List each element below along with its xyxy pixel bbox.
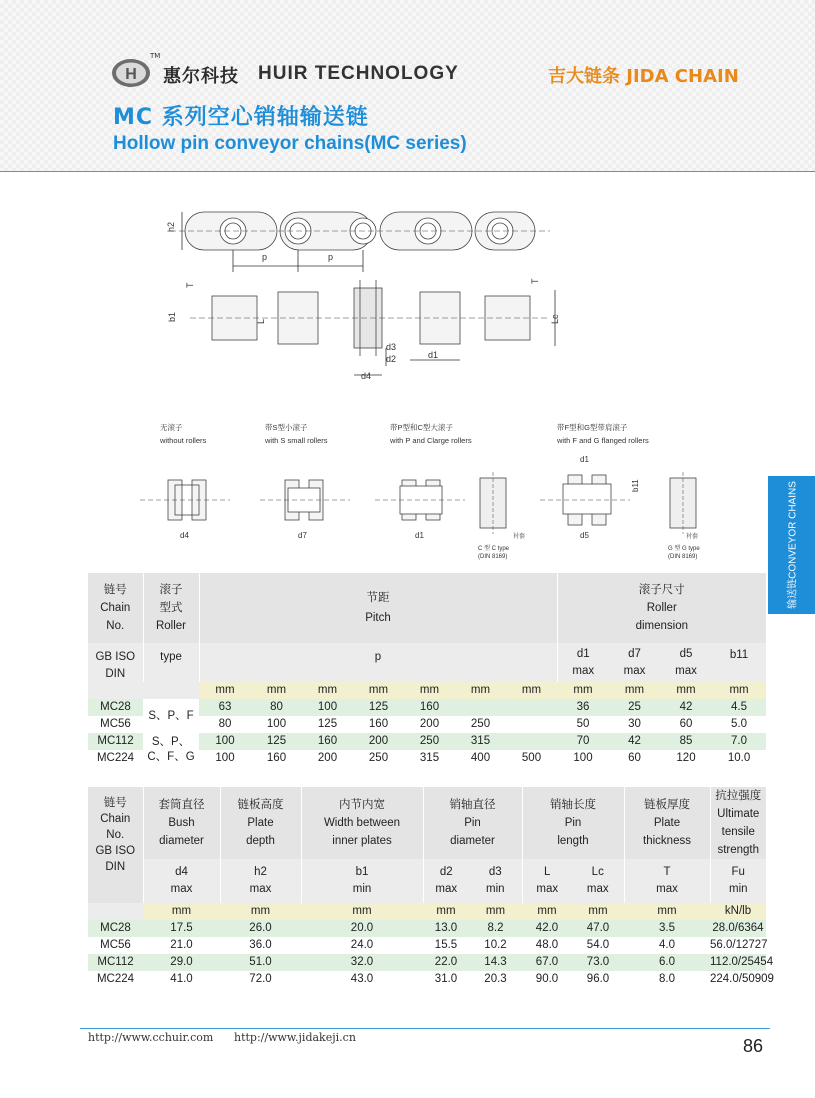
text-line: min [352, 883, 372, 895]
table1-roller-header [143, 573, 199, 643]
table-cell: 26.0 [249, 922, 272, 934]
unit-cell: mm [522, 903, 572, 920]
text-line: diameter [159, 835, 204, 847]
table-cell: 6.0 [659, 956, 675, 968]
text-line: GB ISO [95, 651, 136, 663]
table-cell [624, 787, 710, 859]
text-line: b1 [355, 866, 369, 878]
table-cell: 8.2 [487, 922, 504, 934]
table-cell: 3.5 [659, 922, 675, 934]
table-cell: 48.0 [535, 939, 559, 951]
table-cell: 70 [576, 735, 590, 747]
table-cell [301, 787, 423, 859]
table1-chain-header [88, 573, 143, 643]
table-cell: 42 [679, 701, 693, 713]
dim-T-left: T [185, 282, 195, 288]
text-line: min [728, 883, 748, 895]
unit-cell: mm [353, 682, 404, 699]
text-line: No. [106, 620, 125, 632]
table-cell: 160 [266, 752, 287, 764]
table-cell: 32.0 [350, 956, 374, 968]
dim-b11: b11 [631, 479, 640, 492]
table-cell: 500 [521, 752, 542, 764]
table-cell: 21.0 [170, 939, 193, 951]
table-cell: 28.0/6364 [712, 922, 764, 934]
table-cell: 10.2 [484, 939, 507, 951]
variant-4-cn: 带F型和G型带肩滚子 [557, 423, 628, 432]
text-line: max [249, 883, 272, 895]
table-cell [143, 682, 199, 699]
text-line: Plate [247, 817, 274, 829]
text-line: Roller [155, 620, 187, 632]
variant-1-cn: 无滚子 [160, 423, 183, 432]
table-cell: 56.0/12727 [710, 939, 768, 951]
text-line: 链号 [103, 584, 127, 596]
table1-pitch-header [199, 573, 557, 643]
text-line: max [170, 883, 193, 895]
header-divider [0, 171, 815, 172]
table-cell: 96.0 [586, 973, 610, 985]
table-cell: 42 [628, 735, 641, 747]
text-line: 内节内宽 [339, 799, 385, 811]
table-cell: 51.0 [249, 956, 272, 968]
sleeve-label-1: 衬套 [513, 534, 526, 540]
table-cell: 120 [676, 752, 696, 764]
text-line: 滚子 [159, 584, 183, 596]
brand-name-en: HUIR TECHNOLOGY [258, 63, 459, 84]
table-cell: MC224 [96, 752, 135, 764]
table-cell: 63 [218, 701, 232, 713]
table-cell: 36.0 [249, 939, 272, 951]
table-row [88, 954, 766, 971]
table-cell: MC56 [100, 939, 131, 951]
table-cell [423, 787, 522, 859]
text-line: 链号 [103, 797, 127, 809]
table-cell: 43.0 [350, 973, 374, 985]
variant-3-cn: 带P型和C型大滚子 [390, 423, 453, 432]
text-line: d3 [488, 866, 502, 878]
table-cell: 4.5 [731, 701, 748, 713]
text-line: d2 [439, 866, 453, 878]
table-cell: 60 [679, 718, 693, 730]
unit-cell: mm [251, 682, 302, 699]
table1-p-header: p [199, 643, 557, 682]
table1-symbol-row [88, 643, 766, 682]
table1-units-row [88, 682, 766, 699]
table-cell: 8.0 [659, 973, 675, 985]
text-line: Ultimate [717, 808, 760, 820]
text-line: Pin [464, 817, 481, 829]
table-cell: 90.0 [535, 973, 559, 985]
table-cell [423, 859, 469, 903]
table1-std-header [88, 643, 143, 699]
g-type-din: (DIN 8169) [668, 554, 698, 560]
c-type-label: C 型 C type [478, 546, 510, 552]
table-cell: 160 [368, 718, 389, 730]
variant-1-dim: d4 [180, 531, 189, 540]
text-line: depth [246, 835, 275, 847]
table-cell [143, 733, 199, 767]
table1-roller-dim-header [557, 573, 766, 643]
text-line: Lc [591, 866, 604, 878]
text-line: b11 [729, 649, 749, 661]
unit-cell: mm [404, 682, 455, 699]
unit-cell: mm [423, 903, 469, 920]
table-cell: 100 [317, 701, 338, 713]
table-cell [710, 787, 766, 859]
table-cell: MC28 [100, 922, 131, 934]
text-line: Bush [168, 817, 195, 829]
svg-text:H: H [125, 66, 137, 83]
text-line: 套筒直径 [158, 799, 205, 811]
dim-p-2: p [328, 252, 334, 262]
unit-cell: mm [609, 682, 660, 699]
variant-2-dim: d7 [298, 531, 307, 540]
table-cell: 72.0 [249, 973, 272, 985]
text-line: h2 [254, 866, 267, 878]
dimension-table [88, 787, 774, 988]
text-line: thickness [643, 835, 691, 847]
table-cell [301, 859, 423, 903]
text-line: max [623, 664, 646, 677]
table-cell: 7.0 [731, 735, 748, 747]
unit-cell: mm [557, 682, 609, 699]
chain-side-view [170, 212, 550, 250]
unit-cell: mm [572, 903, 624, 920]
table-cell: 42.0 [535, 922, 559, 934]
table-cell: 30 [628, 718, 641, 730]
text-line: max [536, 883, 559, 895]
table-cell: 80 [218, 718, 232, 730]
table-cell: 36 [576, 701, 590, 713]
table-cell: 160 [317, 735, 338, 747]
dim-L: L [256, 318, 266, 324]
table-cell [143, 859, 220, 903]
jida-chain-brand: 吉大链条 JIDA CHAIN [548, 66, 739, 87]
unit-cell: mm [506, 682, 557, 699]
table1-d5-header [660, 643, 712, 682]
text-line: 节距 [366, 592, 390, 604]
table-cell: 20.0 [350, 922, 374, 934]
page-number: 86 [743, 1036, 764, 1056]
table-cell: 80 [270, 701, 283, 713]
text-line: d7 [628, 647, 641, 660]
footer-divider [80, 1028, 770, 1029]
table-cell: 47.0 [586, 922, 610, 934]
text-line: 销轴长度 [550, 799, 596, 811]
text-line: max [572, 664, 595, 677]
table-cell: 60 [628, 752, 641, 764]
table-cell: 85 [679, 735, 693, 747]
table-cell [710, 859, 766, 903]
table-cell: 100 [266, 718, 287, 730]
table-cell: 20.3 [484, 973, 507, 985]
table2-header-row [88, 787, 766, 859]
text-line: Fu [731, 866, 745, 878]
table-cell: 73.0 [586, 956, 610, 968]
table-cell [624, 859, 710, 903]
variant-4-dim: d5 [580, 531, 589, 540]
table-cell: 200 [419, 718, 440, 730]
text-line: tensile strength [717, 826, 760, 856]
text-line: DIN [105, 861, 126, 873]
pitch-roller-table [88, 573, 766, 767]
text-line: Pin [564, 817, 582, 829]
table-cell: 29.0 [170, 956, 193, 968]
table-cell: 17.5 [170, 922, 193, 934]
side-tab-label: 输送链CONVEYOR CHAINS [787, 481, 799, 609]
table-cell [469, 859, 522, 903]
table-cell: 200 [317, 752, 338, 764]
table-cell: 315 [419, 752, 440, 764]
text-line: 链板高度 [237, 799, 284, 811]
table-cell [506, 699, 557, 716]
table-row [88, 971, 766, 988]
text-line: 链板厚度 [644, 799, 690, 811]
dim-h2: h2 [166, 221, 176, 232]
text-line: Pitch [365, 612, 391, 624]
dim-T-right: T [530, 278, 540, 284]
unit-cell: mm [220, 903, 301, 920]
table-cell: MC56 [100, 718, 131, 730]
text-line: GB ISO [95, 845, 136, 857]
text-line: S、P、 [151, 736, 191, 748]
text-line: inner plates [332, 835, 392, 847]
dim-b1: b1 [167, 311, 177, 322]
text-line: Chain [100, 813, 131, 825]
text-line: diameter [450, 835, 495, 847]
table2-units-row [88, 903, 766, 920]
table-cell: 100 [215, 752, 235, 764]
dim-p-1: p [262, 252, 268, 262]
g-type-label: G 型 G type [668, 546, 700, 552]
trademark-mark: TM [150, 52, 161, 60]
table1-type-header: type [143, 643, 199, 682]
brand-name-cn: 惠尔科技 [163, 66, 239, 87]
text-line: max [675, 664, 697, 677]
text-line: Roller [646, 602, 677, 614]
dim-d2: d2 [386, 354, 397, 364]
variant-1-en: without rollers [160, 436, 207, 445]
text-line: L [544, 866, 551, 878]
text-line: 型式 [159, 602, 183, 614]
text-line: length [557, 835, 589, 847]
table-cell [506, 716, 557, 733]
table-cell: 31.0 [434, 973, 458, 985]
dim-d3: d3 [386, 342, 397, 352]
table2-symbol-row [88, 859, 766, 903]
section-side-tab [768, 476, 815, 614]
table-cell: 41.0 [170, 973, 193, 985]
unit-cell: mm [455, 682, 506, 699]
text-line: 滚子尺寸 [638, 584, 685, 596]
table-cell [220, 787, 301, 859]
table-cell [522, 859, 572, 903]
footer-link-cchuir[interactable]: http://www.cchuir.com [88, 1031, 214, 1044]
variant-4-en: with F and G flanged rollers [557, 436, 649, 445]
table-cell: 200 [368, 735, 389, 747]
table1-b11-header [712, 643, 766, 682]
text-line: dimension [635, 620, 688, 632]
table-cell: 13.0 [434, 922, 458, 934]
variant-4-d1: d1 [580, 455, 589, 464]
text-line: d5 [679, 647, 693, 660]
table-cell: 250 [419, 735, 440, 747]
unit-cell: mm [624, 903, 710, 920]
text-line: C、F、G [147, 751, 195, 763]
unit-cell: mm [199, 682, 251, 699]
text-line: No. [106, 829, 125, 841]
table-cell: 100 [573, 752, 593, 764]
table-cell [220, 859, 301, 903]
unit-cell: mm [660, 682, 712, 699]
unit-cell: mm [469, 903, 522, 920]
text-line: Plate [653, 817, 681, 829]
chain-technical-drawing [130, 200, 700, 590]
table-cell: 224.0/50909 [710, 973, 774, 985]
text-line: 抗拉强度 [715, 790, 762, 802]
table-cell: 125 [266, 735, 287, 747]
table-cell: 10.0 [727, 752, 751, 764]
text-line: max [586, 883, 609, 895]
table1-header-row [88, 573, 766, 643]
table1-d1-header [557, 643, 609, 682]
table-cell: 315 [470, 735, 491, 747]
table-cell: 15.5 [434, 939, 458, 951]
unit-cell: mm [143, 903, 220, 920]
table-cell: 22.0 [434, 956, 458, 968]
table-cell [522, 787, 624, 859]
table-cell [572, 859, 624, 903]
text-line: DIN [105, 668, 126, 680]
text-line: Chain [100, 602, 131, 614]
text-line: 销轴直径 [449, 799, 496, 811]
table-cell: S、P、F [143, 699, 199, 733]
text-line: Width between [323, 817, 401, 829]
table-row [88, 920, 766, 937]
c-type-din: (DIN 8169) [478, 554, 508, 560]
unit-cell: mm [301, 903, 423, 920]
table-cell: MC112 [97, 956, 134, 968]
footer-link-jidakeji[interactable]: http://www.jidakeji.cn [234, 1031, 356, 1044]
table-cell: 4.0 [659, 939, 675, 951]
table-cell: 100 [215, 735, 235, 747]
table-cell: 54.0 [586, 939, 610, 951]
table-cell: 125 [317, 718, 338, 730]
table2-chain-header [88, 787, 143, 903]
table-cell: 250 [368, 752, 389, 764]
variant-2-en: with S small rollers [265, 436, 328, 445]
table1-d7-header [609, 643, 660, 682]
unit-cell: kN/lb [710, 903, 766, 920]
chain-top-view [190, 280, 550, 356]
table-cell: 5.0 [731, 718, 748, 730]
table-cell: MC224 [96, 973, 135, 985]
table-cell: 125 [368, 701, 389, 713]
table-cell [88, 903, 143, 920]
sleeve-label-2: 衬套 [685, 534, 698, 540]
variant-3-dim: d1 [415, 531, 424, 540]
table-cell [143, 787, 220, 859]
huir-logo-icon [111, 58, 151, 88]
table-row [88, 733, 766, 750]
table-cell: 67.0 [535, 956, 559, 968]
text-line: max [435, 883, 458, 895]
table-cell: 250 [470, 718, 491, 730]
table-cell: 24.0 [350, 939, 374, 951]
table-cell [455, 699, 506, 716]
unit-cell: mm [712, 682, 766, 699]
page-title-en: Hollow pin conveyor chains(MC series) [113, 133, 467, 154]
variant-2-cn: 带S型小滚子 [265, 423, 308, 432]
variant-sketches [140, 472, 696, 534]
table-cell: MC28 [100, 701, 131, 713]
table-cell: 14.3 [484, 956, 507, 968]
unit-cell: mm [302, 682, 353, 699]
text-line: T [663, 866, 671, 878]
dim-d4: d4 [361, 371, 372, 381]
table-cell: MC112 [97, 735, 134, 747]
text-line: d4 [175, 866, 188, 878]
table-cell: 400 [470, 752, 491, 764]
table-cell: 25 [628, 701, 641, 713]
table-cell: 160 [419, 701, 440, 713]
page-title-cn: MC 系列空心销轴输送链 [113, 105, 369, 130]
table-cell: 112.0/25454 [710, 956, 774, 968]
table-row [88, 937, 766, 954]
text-line: min [485, 883, 505, 895]
text-line: d1 [576, 647, 590, 660]
text-line: max [656, 883, 678, 895]
table-cell [506, 733, 557, 750]
variant-3-en: with P and Clarge rollers [390, 436, 472, 445]
dim-Lc: Lc [550, 314, 560, 324]
table-row [88, 699, 766, 716]
dim-d1: d1 [428, 350, 439, 360]
table-cell: 50 [576, 718, 590, 730]
